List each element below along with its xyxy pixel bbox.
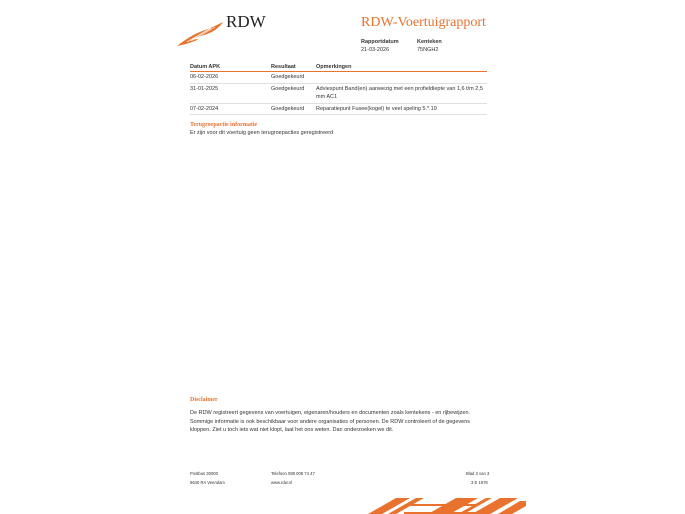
table-row — [190, 83, 487, 103]
footer-website[interactable]: www.rdw.nl — [271, 480, 292, 485]
footer-code: 3 E 1978 — [471, 480, 488, 485]
cell-datum: 31-01-2025 — [190, 83, 271, 103]
column-header-datum: Datum APK — [190, 64, 271, 72]
cell-datum: 06-02-2026 — [190, 72, 271, 84]
logo-text: RDW — [226, 12, 266, 31]
footer-telefoon: Telefoon 088 008 74 47 — [271, 471, 315, 476]
footer-address: 9640 RA Veendam — [190, 480, 225, 485]
cell-resultaat: Goedgekeurd — [271, 83, 316, 103]
recall-text: Er zijn voor dit voertuig geen terugroepacties geregistreerd — [190, 130, 334, 136]
table-row — [190, 103, 487, 115]
report-title: RDW-Voertuigrapport — [361, 15, 486, 30]
kenteken-value: 75NGH2 — [417, 47, 439, 53]
rapportdatum-value: 21-03-2026 — [361, 47, 390, 53]
recall-title: Terugroepactie informatie — [190, 122, 258, 128]
apk-table — [190, 64, 487, 115]
cell-datum: 07-02-2024 — [190, 103, 271, 115]
footer-page-number: Blad 3 van 3 — [466, 471, 490, 476]
rdw-logo-icon — [177, 22, 223, 46]
table-header-row — [190, 64, 487, 72]
kenteken-label: Kenteken — [417, 39, 442, 45]
cell-opmerking: Reparatiepunt Fusee(kogel) te veel speling 5.*.19 — [316, 103, 487, 115]
footer-postbus: Postbus 30000 — [190, 471, 218, 476]
cell-resultaat: Goedgekeurd — [271, 103, 316, 115]
cell-opmerking — [316, 72, 487, 84]
disclaimer-text: De RDW registreert gegevens van voertuigen, eigenaren/houders en documenten zoals kentekens - en rijbewijzen. Sommige informatie is ook beschikbaar voor andere organisaties of personen. De RDW controleert of de gegevens kloppen. Ziet u toch iets wat niet klopt, laat het ons weten. Dan onderzoeken we dit. — [190, 410, 471, 433]
rdw-footer-stripes-icon — [368, 498, 526, 514]
cell-resultaat: Goedgekeurd — [271, 72, 316, 84]
column-header-opmerkingen: Opmerkingen — [316, 64, 487, 72]
cell-opmerking: Adviespunt Band(en) aanwezig met een profieldiepte van 1,6 t/m 2,5 mm AC1 — [316, 83, 487, 103]
rapportdatum-label: Rapportdatum — [361, 39, 399, 45]
column-header-resultaat: Resultaat — [271, 64, 316, 72]
table-row — [190, 72, 487, 84]
disclaimer-title: Disclaimer — [190, 397, 218, 403]
